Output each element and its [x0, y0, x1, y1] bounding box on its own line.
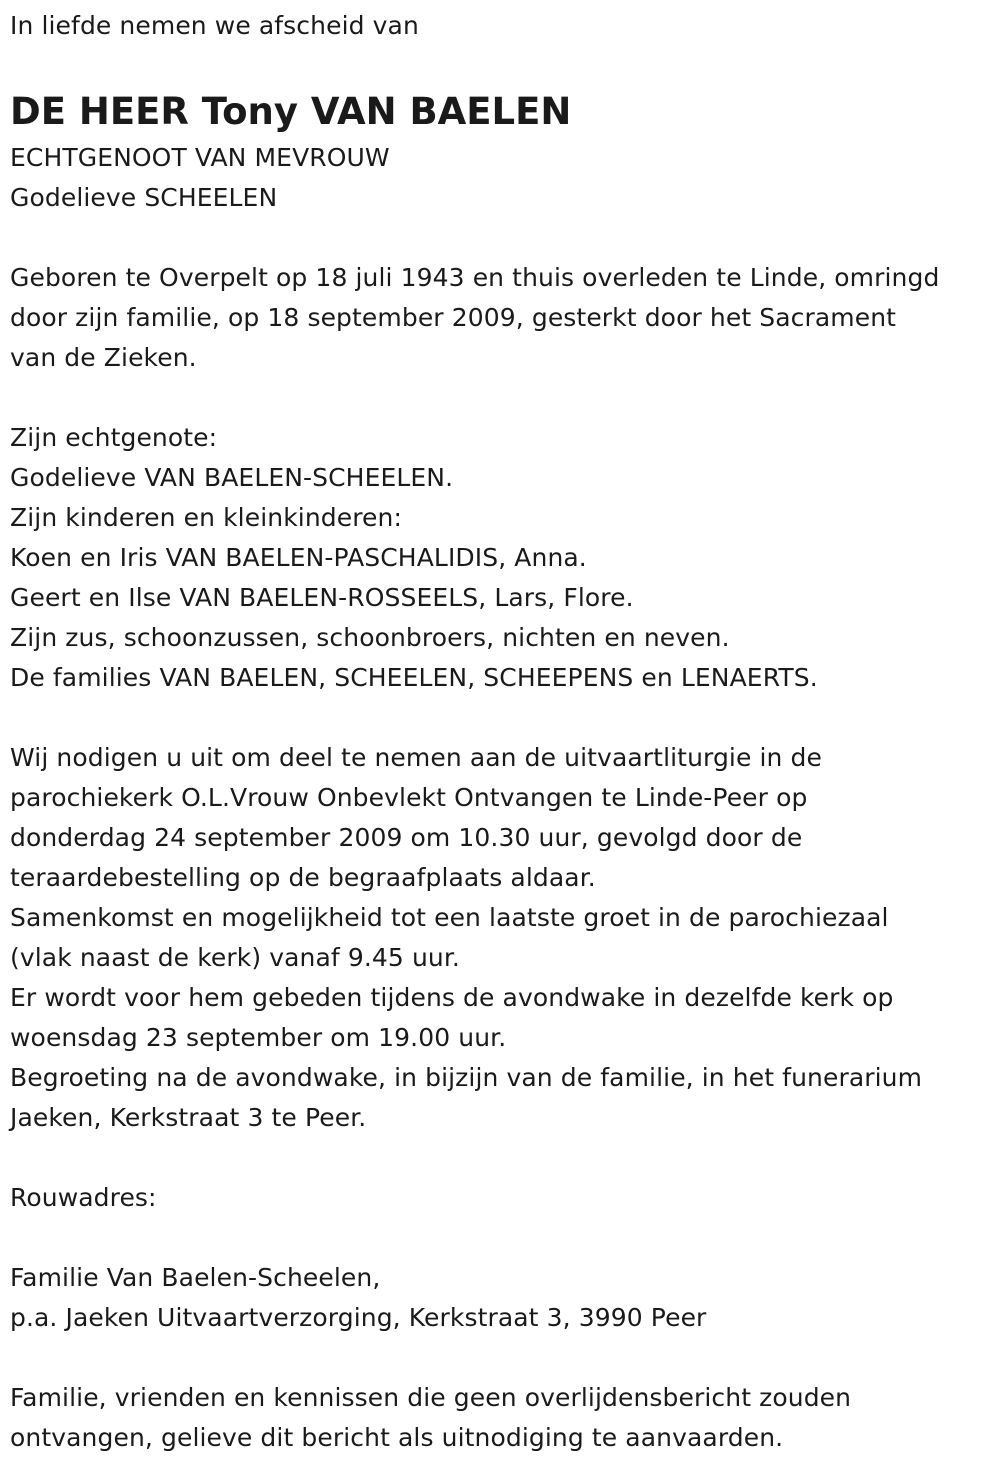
birth-death-line: Geboren te Overpelt op 18 juli 1943 en thuis overleden te Linde, omringd: [10, 263, 940, 292]
address-line: p.a. Jaeken Uitvaartverzorging, Kerkstraat 3, 3990 Peer: [10, 1303, 707, 1332]
death-notice: [10, 8, 990, 1458]
family-line: Koen en Iris VAN BAELEN-PASCHALIDIS, Anna.: [10, 543, 587, 572]
ceremony-line: woensdag 23 september om 19.00 uur.: [10, 1023, 507, 1052]
birth-death-line: door zijn familie, op 18 september 2009, gesterkt door het Sacrament: [10, 303, 897, 332]
family-line: Geert en Ilse VAN BAELEN-ROSSEELS, Lars, Flore.: [10, 583, 634, 612]
family-paragraph: [10, 418, 990, 698]
ceremony-line: Samenkomst en mogelijkheid tot een laatste groet in de parochiezaal: [10, 903, 889, 932]
closing-paragraph: [10, 1378, 990, 1458]
closing-line: Familie, vrienden en kennissen die geen overlijdensbericht zouden: [10, 1383, 852, 1412]
ceremony-line: Jaeken, Kerkstraat 3 te Peer.: [10, 1103, 367, 1132]
birth-death-paragraph: [10, 258, 990, 378]
address-label: Rouwadres:: [10, 1183, 157, 1212]
spouse-name: Godelieve SCHEELEN: [10, 183, 278, 212]
ceremony-line: parochiekerk O.L.Vrouw Onbevlekt Ontvangen te Linde-Peer op: [10, 783, 808, 812]
family-line: Zijn kinderen en kleinkinderen:: [10, 503, 402, 532]
address-block: [10, 1258, 990, 1338]
closing-line: ontvangen, gelieve dit bericht als uitnodiging te aanvaarden.: [10, 1423, 784, 1452]
ceremony-line: Wij nodigen u uit om deel te nemen aan de uitvaartliturgie in de: [10, 743, 822, 772]
ceremony-line: donderdag 24 september 2009 om 10.30 uur, gevolgd door de: [10, 823, 803, 852]
birth-death-line: van de Zieken.: [10, 343, 197, 372]
ceremony-line: (vlak naast de kerk) vanaf 9.45 uur.: [10, 943, 460, 972]
address-label-block: [10, 1178, 990, 1218]
family-line: Godelieve VAN BAELEN-SCHEELEN.: [10, 463, 454, 492]
family-line: De families VAN BAELEN, SCHEELEN, SCHEEPENS en LENAERTS.: [10, 663, 818, 692]
deceased-name: DE HEER Tony VAN BAELEN: [10, 90, 572, 133]
spouse-title: ECHTGENOOT VAN MEVROUW: [10, 143, 390, 172]
ceremony-line: Er wordt voor hem gebeden tijdens de avondwake in dezelfde kerk op: [10, 983, 894, 1012]
address-line: Familie Van Baelen-Scheelen,: [10, 1263, 381, 1292]
intro-text: In liefde nemen we afscheid van: [10, 11, 419, 40]
family-line: Zijn zus, schoonzussen, schoonbroers, nichten en neven.: [10, 623, 730, 652]
ceremony-line: teraardebestelling op de begraafplaats aldaar.: [10, 863, 596, 892]
ceremony-paragraph: [10, 738, 990, 1138]
family-line: Zijn echtgenote:: [10, 423, 218, 452]
ceremony-line: Begroeting na de avondwake, in bijzijn van de familie, in het funerarium: [10, 1063, 923, 1092]
